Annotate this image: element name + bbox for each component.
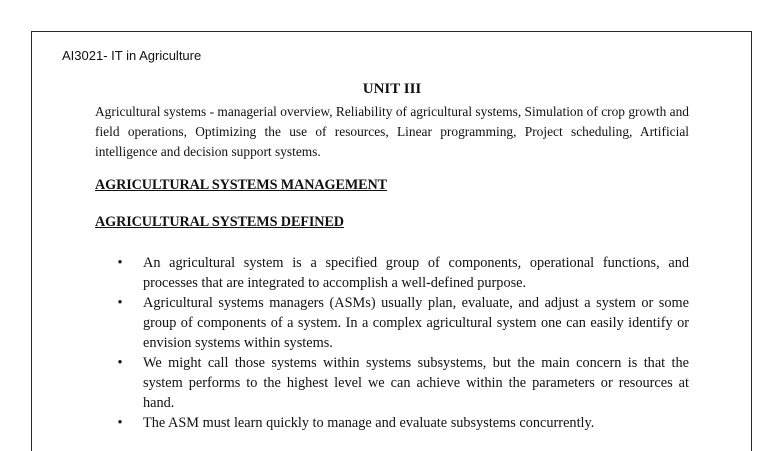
section-heading-defined: AGRICULTURAL SYSTEMS DEFINED bbox=[95, 214, 344, 230]
bullet-dot-icon: • bbox=[117, 355, 123, 371]
list-item bbox=[115, 293, 689, 353]
unit-intro-paragraph: Agricultural systems - managerial overview, Reliability of agricultural systems, Simulation of crop growth and field operations, Optimizing the use of resources, Linear programming, Project scheduling, Artificial intelligence and decision support systems. bbox=[95, 104, 689, 159]
list-item bbox=[115, 353, 689, 413]
list-item-text: We might call those systems within systems subsystems, but the main concern is that the system performs to the highest level we can achieve within the parameters or resources at hand. bbox=[143, 355, 689, 411]
bullet-dot-icon: • bbox=[117, 255, 123, 271]
bullet-dot-icon: • bbox=[117, 415, 123, 431]
section-heading-management: AGRICULTURAL SYSTEMS MANAGEMENT bbox=[95, 177, 387, 193]
list-item bbox=[115, 413, 689, 433]
course-header: AI3021- IT in Agriculture bbox=[62, 48, 202, 63]
list-item-text: Agricultural systems managers (ASMs) usually plan, evaluate, and adjust a system or some group of components of a system. In a complex agricultural system one can easily identify or envision systems within systems. bbox=[143, 295, 689, 351]
definition-bullet-list bbox=[115, 253, 689, 433]
list-item bbox=[115, 253, 689, 293]
list-item-text: The ASM must learn quickly to manage and evaluate subsystems concurrently. bbox=[143, 415, 595, 431]
list-item-text: An agricultural system is a specified group of components, operational functions, and processes that are integrated to accomplish a well-defined purpose. bbox=[143, 255, 689, 291]
bullet-dot-icon: • bbox=[117, 295, 123, 311]
unit-title bbox=[0, 81, 784, 98]
unit-title-text: UNIT III bbox=[362, 81, 422, 97]
